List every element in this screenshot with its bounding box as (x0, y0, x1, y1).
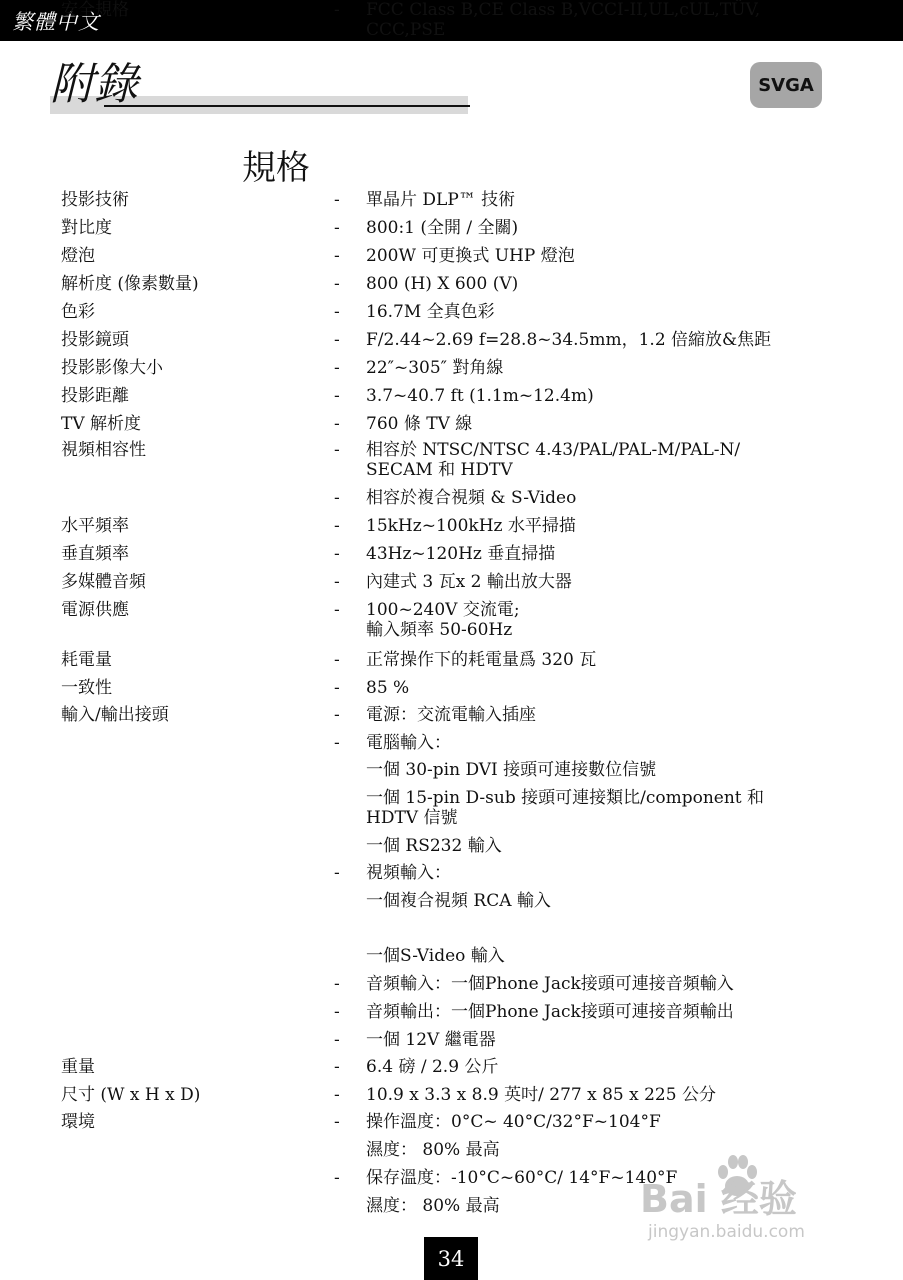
spec-dash: - (334, 1085, 340, 1105)
spec-value: 一個 15-pin D-sub 接頭可連接類比/component 和 HDTV 信號 (366, 788, 765, 828)
spec-dash: - (334, 1168, 340, 1188)
spec-dash: - (334, 218, 340, 238)
watermark (610, 1150, 890, 1250)
chapter-title: 附錄 (50, 59, 138, 110)
spec-dash: - (334, 572, 340, 592)
spec-label: 多媒體音頻 (61, 572, 146, 592)
spec-value: 一個 RS232 輸入 (366, 836, 502, 856)
spec-dash: - (334, 386, 340, 406)
spec-value: 100~240V 交流電; 輸入頻率 50-60Hz (366, 600, 520, 640)
spec-dash: - (334, 516, 340, 536)
spec-value: 一個 12V 繼電器 (366, 1030, 496, 1050)
spec-label: 燈泡 (61, 246, 95, 266)
spec-value: 濕度： 80% 最高 (366, 1140, 500, 1160)
spec-label: 尺寸 (W x H x D) (61, 1085, 201, 1105)
spec-dash: - (334, 678, 340, 698)
spec-dash: - (334, 330, 340, 350)
spec-value: 15kHz~100kHz 水平掃描 (366, 516, 576, 536)
spec-value: 濕度： 80% 最高 (366, 1196, 500, 1216)
spec-label: 電源供應 (61, 600, 129, 620)
spec-dash: - (334, 0, 340, 20)
spec-dash: - (334, 600, 340, 620)
spec-dash: - (334, 974, 340, 994)
spec-dash: - (334, 1030, 340, 1050)
spec-value: 85 % (366, 678, 410, 698)
spec-dash: - (334, 650, 340, 670)
spec-label: 色彩 (61, 302, 95, 322)
spec-label: 水平頻率 (61, 516, 129, 536)
spec-value: 相容於 NTSC/NTSC 4.43/PAL/PAL-M/PAL-N/ SECAM 和 HDTV (366, 440, 741, 480)
spec-dash: - (334, 246, 340, 266)
svga-badge: SVGA (750, 62, 822, 108)
spec-label: 環境 (61, 1112, 95, 1132)
spec-label: 垂直頻率 (61, 544, 129, 564)
spec-value: 正常操作下的耗電量爲 320 瓦 (366, 650, 597, 670)
spec-value: 音頻輸出：一個Phone Jack接頭可連接音頻輸出 (366, 1002, 734, 1022)
spec-label: 重量 (61, 1057, 95, 1077)
spec-dash: - (334, 1112, 340, 1132)
spec-label: 視頻相容性 (61, 440, 146, 460)
spec-value: 760 條 TV 線 (366, 414, 473, 434)
spec-value: F/2.44~2.69 f=28.8~34.5mm，1.2 倍縮放&焦距 (366, 330, 772, 350)
spec-value: 電腦輸入： (366, 733, 451, 753)
spec-dash: - (334, 863, 340, 883)
spec-label: 安全規格 (61, 0, 129, 20)
section-title: 規格 (242, 148, 310, 188)
spec-value: 6.4 磅 / 2.9 公斤 (366, 1057, 499, 1077)
spec-dash: - (334, 190, 340, 210)
spec-value: 800:1 (全開 / 全關) (366, 218, 519, 238)
spec-dash: - (334, 488, 340, 508)
chapter-title-rule (104, 105, 470, 107)
spec-label: 投影距離 (61, 386, 129, 406)
spec-value: 22″~305″ 對角線 (366, 358, 504, 378)
page-number: 34 (424, 1237, 478, 1280)
spec-value: 操作溫度：0°C~ 40°C/32°F~104°F (366, 1112, 661, 1132)
spec-dash: - (334, 274, 340, 294)
spec-value: 內建式 3 瓦x 2 輸出放大器 (366, 572, 572, 592)
spec-value: 音頻輸入：一個Phone Jack接頭可連接音頻輸入 (366, 974, 734, 994)
spec-value: 一個複合視頻 RCA 輸入 (366, 891, 551, 911)
spec-dash: - (334, 1002, 340, 1022)
spec-label: 投影技術 (61, 190, 129, 210)
spec-value: 43Hz~120Hz 垂直掃描 (366, 544, 556, 564)
spec-value: 視頻輸入： (366, 863, 451, 883)
spec-label: TV 解析度 (61, 414, 142, 434)
spec-value: FCC Class B,CE Class B,VCCI-II,UL,cUL,TÜV, CCC,PSE (366, 0, 761, 40)
spec-label: 投影影像大小 (61, 358, 163, 378)
spec-dash: - (334, 358, 340, 378)
spec-label: 投影鏡頭 (61, 330, 129, 350)
spec-value: 電源：交流電輸入插座 (366, 705, 536, 725)
spec-value: 相容於複合視頻 & S-Video (366, 488, 577, 508)
spec-label: 對比度 (61, 218, 112, 238)
spec-label: 解析度 (像素數量) (61, 274, 199, 294)
spec-dash: - (334, 440, 340, 460)
spec-value: 800 (H) X 600 (V) (366, 274, 519, 294)
spec-label: 一致性 (61, 678, 112, 698)
spec-value: 一個 30-pin DVI 接頭可連接數位信號 (366, 760, 657, 780)
spec-value: 單晶片 DLP™ 技術 (366, 190, 516, 210)
spec-value: 保存溫度：-10°C~60°C/ 14°F~140°F (366, 1168, 678, 1188)
spec-value: 一個S-Video 輸入 (366, 946, 505, 966)
watermark-url: jingyan.baidu.com (648, 1222, 805, 1242)
spec-dash: - (334, 733, 340, 753)
watermark-brand: Bai 经验 (640, 1177, 797, 1221)
spec-label: 耗電量 (61, 650, 112, 670)
spec-value: 3.7~40.7 ft (1.1m~12.4m) (366, 386, 594, 406)
spec-dash: - (334, 302, 340, 322)
spec-value: 200W 可更換式 UHP 燈泡 (366, 246, 575, 266)
language-label: 繁體中文 (12, 10, 100, 34)
spec-dash: - (334, 544, 340, 564)
spec-dash: - (334, 705, 340, 725)
spec-dash: - (334, 1057, 340, 1077)
spec-label: 輸入/輸出接頭 (61, 705, 169, 725)
spec-value: 16.7M 全真色彩 (366, 302, 495, 322)
spec-value: 10.9 x 3.3 x 8.9 英吋/ 277 x 85 x 225 公分 (366, 1085, 716, 1105)
spec-dash: - (334, 414, 340, 434)
